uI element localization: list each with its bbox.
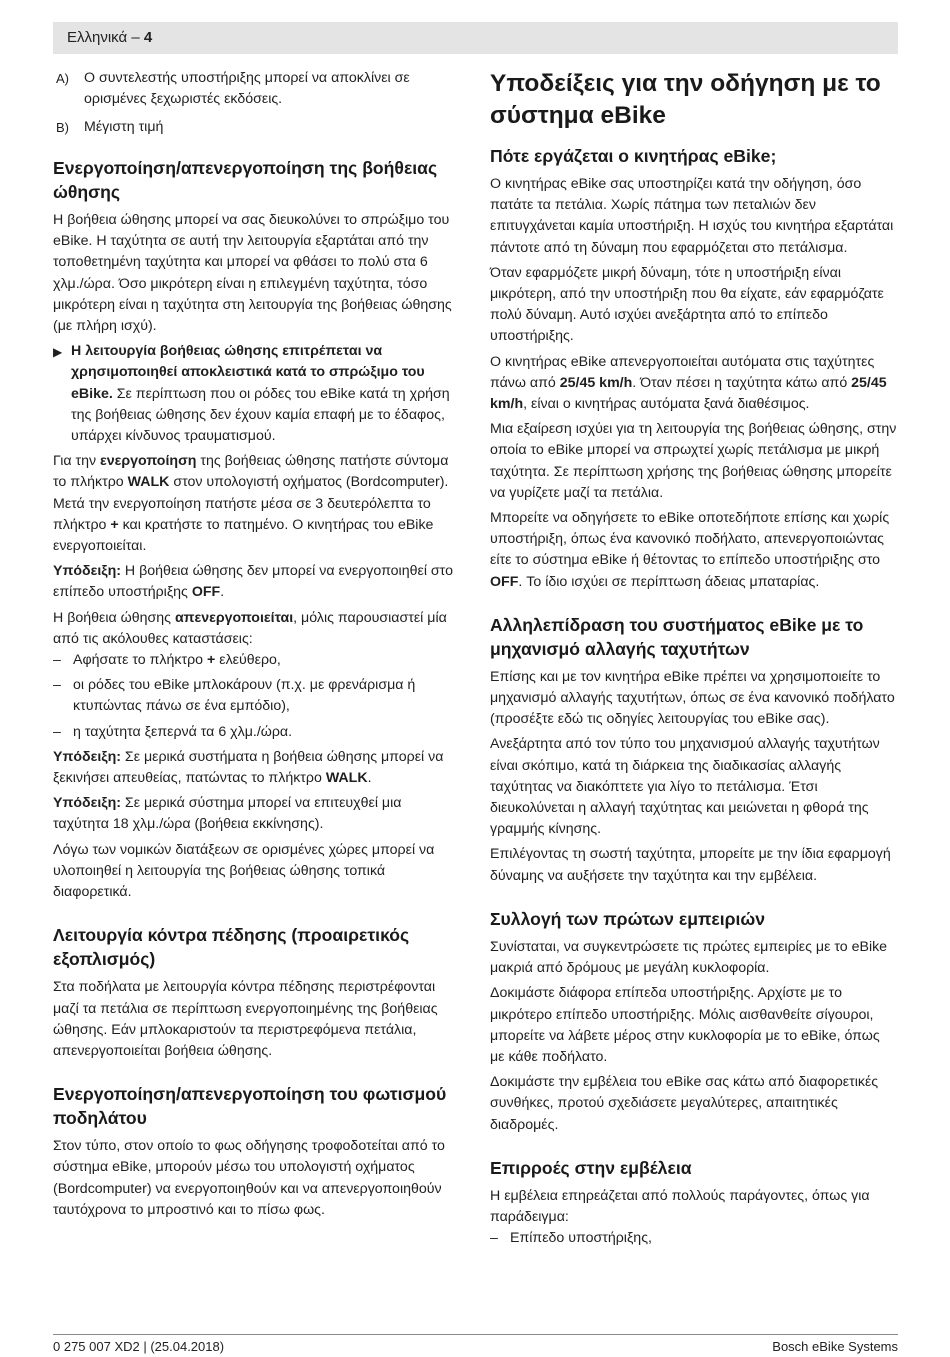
paragraph: Δοκιμάστε διάφορα επίπεδα υποστήριξης. Αρχίστε με το μικρότερο επίπεδο υποστήριξης. Μόλις αισθανθείτε σίγουροι, μπορείτε να λάβετε μέρος στην κυκλοφορία με το eBike, όπως με κάθε ποδήλατο. [490,985,880,1065]
list-item: – Αφήσατε το πλήκτρο + ελεύθερο, [53,652,281,669]
paragraph: Μπορείτε να οδηγήσετε το eBike οποτεδήποτε επίσης και χωρίς υποστήριξη, όπως ένα κανονικό ποδήλατο, απενεργοποιώντας είτε το σύστημα eBike ή θέτοντας το επίπεδο υποστήριξης στο OFF. Το ίδιο ισχύει σε περίπτωση άδειας μπαταρίας. [490,510,890,590]
paragraph: Όταν εφαρμόζετε μικρή δύναμη, τότε η υποστήριξη είναι μικρότερη, από την υποστήριξη που θα είχατε, εάν εφαρμόζατε πολύ δύναμη. Αυτό ισχύει ανεξάρτητα από το επίπεδο υποστήριξης. [490,264,884,345]
hint-note: Υπόδειξη: Σε μερικά συστήματα η βοήθεια ώθησης μπορεί να ξεκινήσει απευθείας, πατώντας το πλήκτρο WALK. [53,748,444,787]
paragraph: Ανεξάρτητα από τον τύπο του μηχανισμού αλλαγής ταχυτήτων είναι σκόπιμο, κατά τη διάρκεια της διαδικασίας αλλαγής ταχύτητας να διακόπτετε για λίγο το πετάλισμα. Έτσι διευκολύνεται η αλλαγή ταχύτητας και μειώνεται η φθορά της γραμμής κίνησης. [490,736,880,838]
list-item: – οι ρόδες του eBike μπλοκάρουν (π.χ. με φρενάρισμα ή κτυπώντας πάνω σε ένα εμπόδιο), [53,677,416,715]
paragraph: Ο κινητήρας eBike σας υποστηρίζει κατά την οδήγηση, όσο πατάτε τα πετάλια. Χωρίς πάτημα των πεταλιών δεν επιτυγχάνεται καμία υποστήριξη. Η ισχύς του κινητήρα εξαρτάται πάντοτε από τη δύναμη που εφαρμόζεται στο πετάλισμα. [490,176,894,256]
hint-note: Υπόδειξη: Η βοήθεια ώθησης δεν μπορεί να ενεργοποιηθεί στο επίπεδο υποστήριξης OFF. [53,563,453,601]
section-title-coaster-brake: Λειτουργία κόντρα πέδησης (προαιρετικός εξοπλισμός) [53,925,410,970]
paragraph: Επίσης και με τον κινητήρα eBike πρέπει να χρησιμοποιείτε το μηχανισμό αλλαγής ταχυτήτων, όπως σε ένα κανονικό ποδήλατο (προσέξτε εδώ τις οδηγίες λειτουργίας του eBike σας). [490,668,895,728]
paragraph: Ο κινητήρας eBike απενεργοποιείται αυτόματα στις ταχύτητες πάνω από 25/45 km/h. Όταν πέσει η ταχύτητα κάτω από 25/45 km/h, είναι ο κινητήρας αυτόματα ξανά διαθέσιμος. [490,353,887,413]
list-item: – Επίπεδο υποστήριξης, [490,1230,652,1247]
paragraph: Η βοήθεια ώθησης απενεργοποιείται, μόλις παρουσιαστεί μία από τις ακόλουθες καταστάσεις: [53,609,447,647]
section-title-first-experiences: Συλλογή των πρώτων εμπειριών [490,908,766,929]
page-header [53,22,898,54]
section-title-motor-operation: Πότε εργάζεται ο κινητήρας eBike; [490,146,777,166]
footnote-a: A) Ο συντελεστής υποστήριξης μπορεί να αποκλίνει σε ορισμένες ξεχωριστές εκδόσεις. [56,70,410,107]
list-item: – η ταχύτητα ξεπερνά τα 6 χλμ./ώρα. [53,723,293,740]
paragraph: Συνίσταται, να συγκεντρώσετε τις πρώτες εμπειρίες με το eBike μακριά από δρόμους με μεγάλη κυκλοφορία. [490,938,888,977]
section-title-bike-lights: Ενεργοποίηση/απενεργοποίηση του φωτισμού ποδηλάτου [53,1084,447,1129]
right-column [490,68,898,1253]
hint-note: Υπόδειξη: Σε μερικά σύστημα μπορεί να επιτευχθεί μια ταχύτητα 18 χλμ./ώρα (βοήθεια εκκίνησης). [53,795,402,833]
paragraph: Μια εξαίρεση ισχύει για τη λειτουργία της βοήθειας ώθησης, στην οποία το eBike μπορεί να σπρωχτεί χωρίς πετάλισμα με μικρή ταχύτητα. Σε περίπτωση χρήσης της βοήθειας ώθησης μπορείτε να γυρίζετε μαζί τα πετάλια. [490,421,897,501]
paragraph: Η βοήθεια ώθησης μπορεί να σας διευκολύνει το σπρώξιμο του eBike. Η ταχύτητα σε αυτή την λειτουργία εξαρτάται από την τοποθετημένη ταχύτητα και μπορεί να φθάσει το πολύ στα 6 χλμ./ώρα. Όσο μικρότερη είναι η επιλεγμένη ταχύτητα, τόσο μικρότερη είναι η ταχύτητα στη λειτουργία της βοήθειας ώθησης (με πλήρη ισχύ). [53,212,452,335]
section-title-push-assist: Ενεργοποίηση/απενεργοποίηση της βοήθειας ώθησης [53,158,438,202]
paragraph: Η εμβέλεια επηρεάζεται από πολλούς παράγοντες, όπως για παράδειγμα: [490,1187,870,1225]
page-header-label: Ελληνικά – 4 [67,29,153,46]
safety-warning: ▶ Η λειτουργία βοήθειας ώθησης επιτρέπεται να χρησιμοποιηθεί αποκλειστικά κατά το σπρώξιμο του eBike. Σε περίπτωση που οι ρόδες του eBike κατά τη χρήση της βοήθειας ώθησης δεν έχουν καμία επαφή με το έδαφος, υπάρχει κίνδυνος τραυματισμού. [53,341,460,447]
paragraph: Δοκιμάστε την εμβέλεια του eBike σας κάτω από διαφορετικές συνθήκες, προτού σχεδιάσετε μεγαλύτερες, απαιτητικές διαδρομές. [490,1074,879,1133]
footnote-b: B) Μέγιστη τιμή [56,119,164,135]
footer-divider [53,1334,898,1335]
page-number: 4 [143,29,153,46]
section-title-gear-interaction: Αλληλεπίδραση του συστήματος eBike με το μηχανισμό αλλαγής ταχυτήτων [490,614,864,659]
paragraph: Λόγω των νομικών διατάξεων σε ορισμένες χώρες μπορεί να υλοποιηθεί η λειτουργία της βοήθειας ώθησης τοπικά διαφορετικά. [53,841,435,901]
warning-triangle-icon: ▶ [53,345,63,360]
left-column [53,68,460,1225]
publisher-name: Bosch eBike Systems [772,1339,898,1354]
section-title-range-factors: Επιρροές στην εμβέλεια [490,1157,692,1178]
paragraph: Επιλέγοντας τη σωστή ταχύτητα, μπορείτε με την ίδια εφαρμογή δύναμης να αυξήσετε την ταχύτητα και την εμβέλεια. [490,846,891,884]
paragraph: Στα ποδήλατα με λειτουργία κόντρα πέδησης περιστρέφονται μαζί τα πετάλια σε περίπτωση ενεργοποιημένης της βοήθειας ώθησης. Εάν μπλοκαριστούν τα περιστρεφόμενα πετάλια, απενεργοποιείται βοήθεια ώθησης. [53,979,438,1059]
paragraph: Για την ενεργοποίηση της βοήθειας ώθησης πατήστε σύντομα το πλήκτρο WALK στον υπολογιστή οχήματος (Bordcomputer). Μετά την ενεργοποίηση πατήστε μέσα σε 3 δευτερόλεπτα το πλήκτρο + και κρατήστε το πατημένο. Ο κινητήρας του eBike ενεργοποιείται. [53,453,449,555]
document-number: 0 275 007 XD2 | (25.04.2018) [53,1339,225,1354]
paragraph: Στον τύπο, στον οποίο το φως οδήγησης τροφοδοτείται από το σύστημα eBike, μπορούν μέσω του υπολογιστή οχήματος (Bordcomputer) να ενεργοποιηθούν και να απενεργοποιηθούν ταυτόχρονα το μπροστινό και το πίσω φως. [53,1138,445,1218]
main-section-title: Υποδείξεις για την οδήγηση με το σύστημα eBike [490,70,881,129]
